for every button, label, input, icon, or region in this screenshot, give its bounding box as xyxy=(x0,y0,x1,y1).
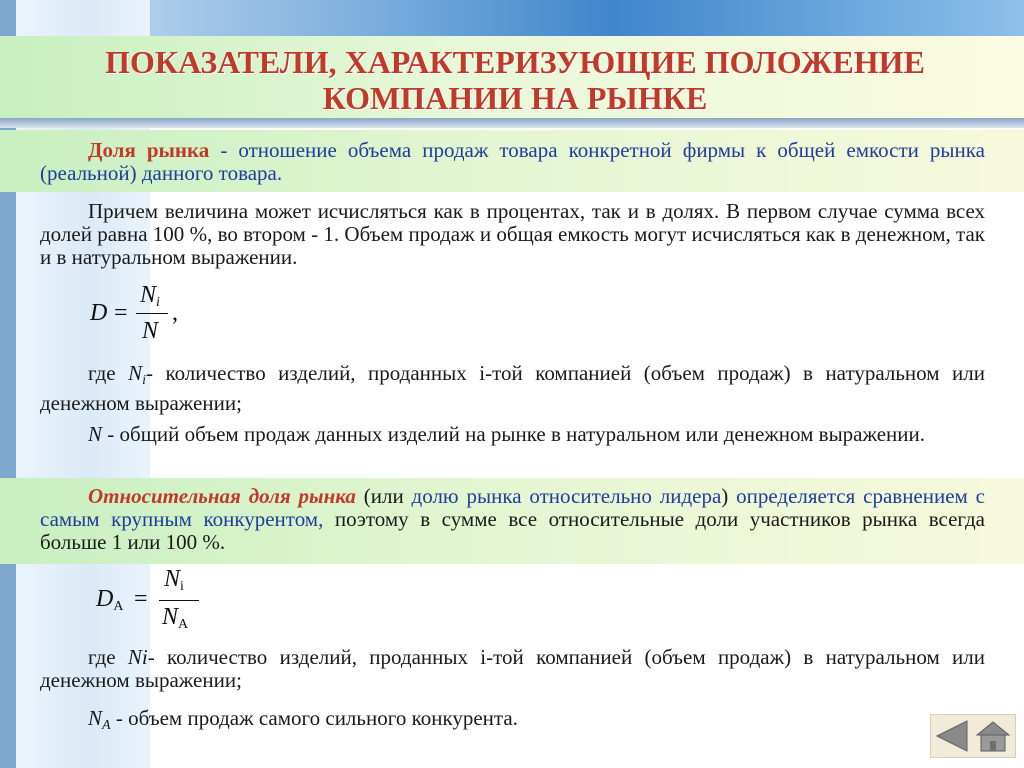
formula1-fraction-bar xyxy=(136,313,168,314)
formula2-equals: = xyxy=(134,586,148,612)
formula2-denominator: $N_A$ xyxy=(162,604,189,632)
slide-title-line2: КОМПАНИИ НА РЫНКЕ xyxy=(322,80,708,116)
where-na-paragraph: $N_A$ - объем продаж самого сильного конкурента. xyxy=(88,706,518,733)
back-arrow-icon[interactable] xyxy=(937,721,967,751)
formula1-lhs: D xyxy=(90,300,108,326)
relative-share-alt-term: долю рынка относительно лидера xyxy=(411,484,722,508)
slide-navigation xyxy=(930,714,1016,758)
market-share-term: Доля рынка xyxy=(88,138,210,162)
formula1-denominator: N xyxy=(142,318,159,344)
where-ni-paragraph: где $N_i-$ количество изделий, проданных i-той компанией (объем продаж) в натуральном или денежном выражении; xyxy=(40,361,985,415)
top-decor-band xyxy=(0,0,1024,40)
formula1-numerator: $N_i$ xyxy=(140,282,160,310)
where-n-paragraph: N - общий объем продаж данных изделий на рынке в натуральном или денежном выражении. xyxy=(88,422,926,446)
home-icon[interactable] xyxy=(977,722,1009,751)
slide-title xyxy=(60,44,970,116)
where-ni-paragraph-2: где Ni- количество изделий, проданных i-той компанией (объем продаж) в натуральном или денежном выражении; xyxy=(40,645,985,692)
formula2-fraction-bar xyxy=(159,600,199,601)
market-share-definition-text: - отношение объема продаж товара конкретной фирмы к общей емкости рынка (реальной) данного товара. xyxy=(40,138,985,185)
formula2-lhs: $D_A$ xyxy=(96,586,124,614)
explanation-paragraph: Причем величина может исчисляться как в процентах, так и в долях. В первом случае сумма всех долей равна 100 %, во втором - 1. Объем продаж и общая емкость могут исчисляться как в денежном, так и в натуральном выражении. xyxy=(40,199,985,269)
relative-share-paragraph: Относительная доля рынка (или долю рынка относительно лидера) определяется сравнением с самым крупным конкурентом, поэтому в сумме все относительные доли участников рынка всегда больше 1 или 100 %. xyxy=(40,484,986,554)
market-share-definition xyxy=(40,139,985,185)
slide-title-line1: ПОКАЗАТЕЛИ, ХАРАКТЕРИЗУЮЩИЕ ПОЛОЖЕНИЕ xyxy=(105,44,925,80)
formula1-comma: , xyxy=(172,300,178,326)
formula1-equals: = xyxy=(114,300,128,326)
formula2-numerator: $N_i$ xyxy=(164,566,184,594)
relative-share-term: Относительная доля рынка xyxy=(88,484,356,508)
title-divider xyxy=(0,118,1024,128)
